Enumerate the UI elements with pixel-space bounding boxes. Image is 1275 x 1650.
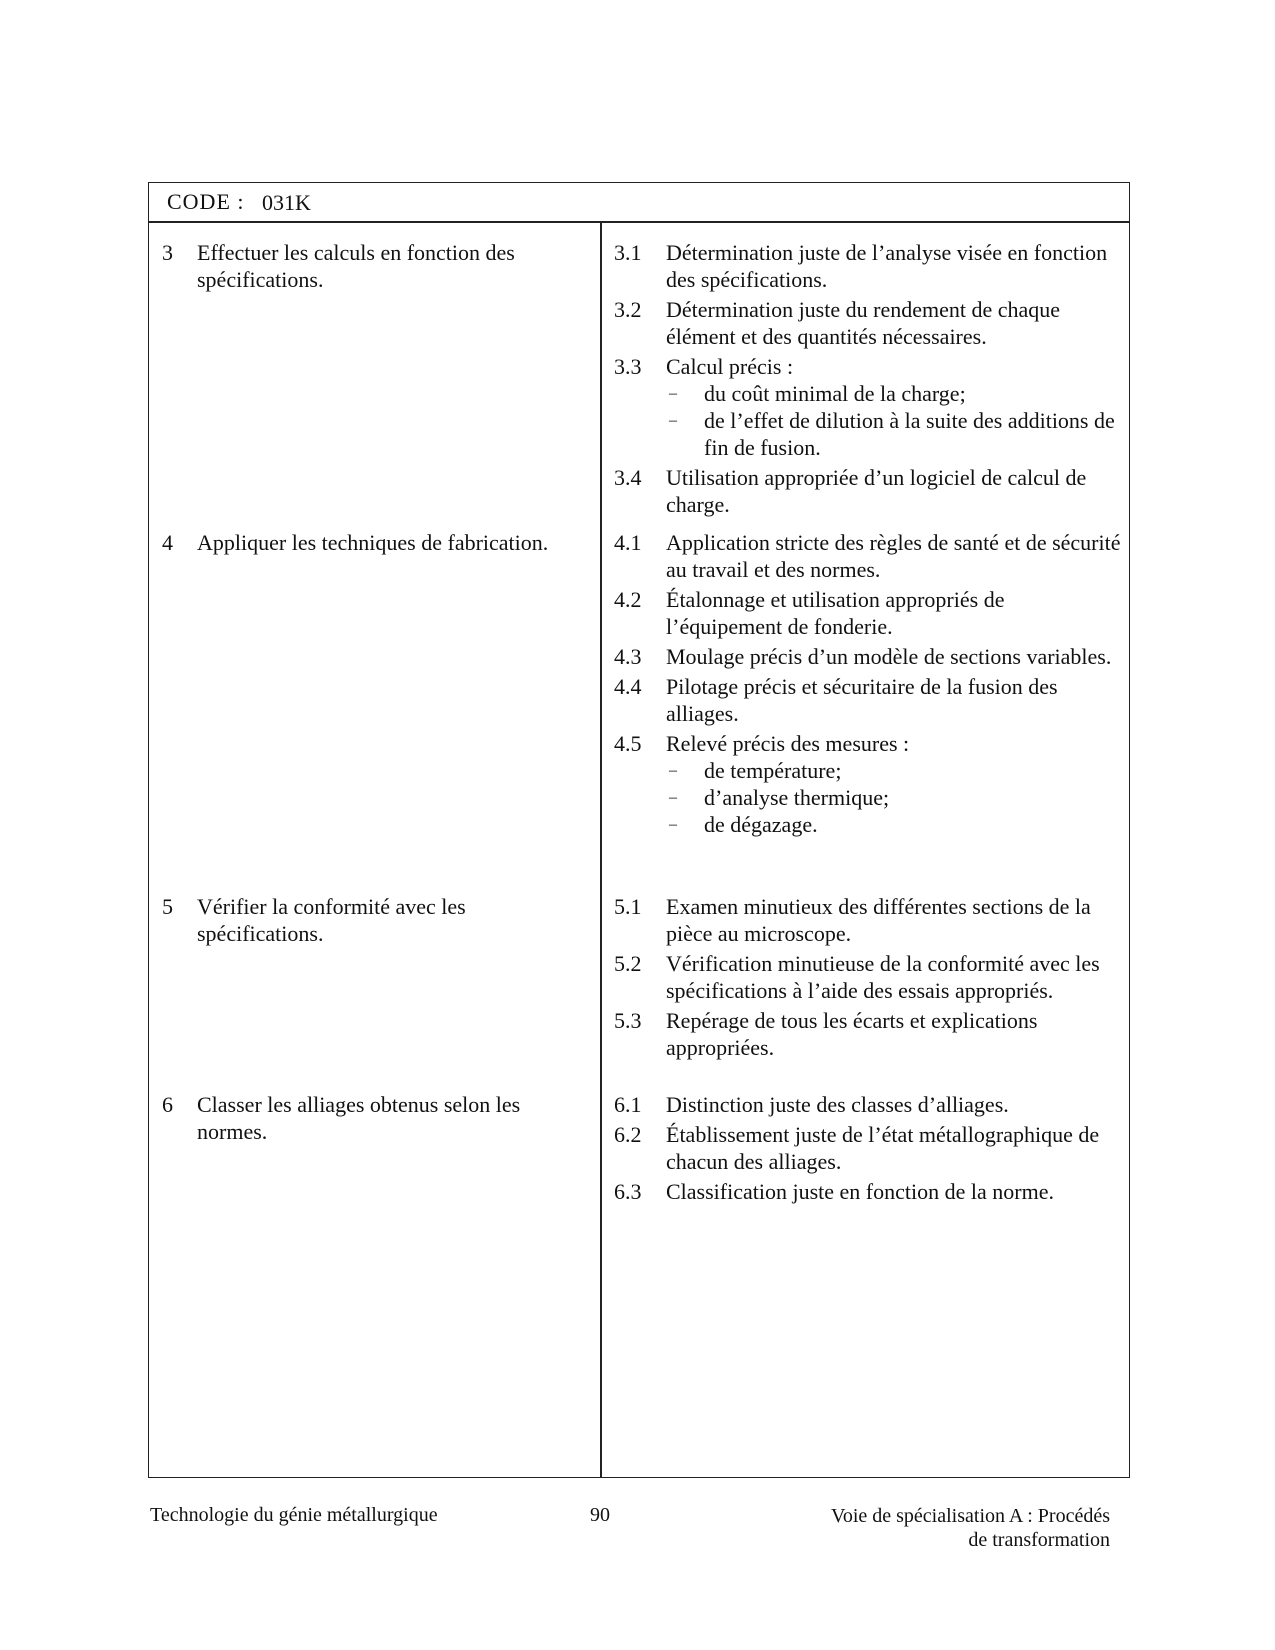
criterion-number: 4.4 [614, 674, 642, 699]
criterion-3-1 [614, 239, 1124, 293]
criterion-6-3 [614, 1178, 1124, 1205]
competence-3 [162, 239, 572, 293]
criterion-3-4 [614, 464, 1124, 518]
sub-item [614, 811, 1124, 838]
code-value: 031K [262, 190, 311, 215]
criterion-number: 3.4 [614, 465, 642, 490]
criterion-number: 4.5 [614, 731, 642, 756]
footer-section-line-1: Voie de spécialisation A : Procédés [830, 1505, 1110, 1527]
criteria-3 [614, 239, 1124, 521]
criterion-text: Moulage précis d’un modèle de sections variables. [666, 644, 1112, 669]
criterion-text: Relevé précis des mesures : [666, 731, 910, 756]
competence-number: 3 [162, 240, 173, 265]
criterion-text: Application stricte des règles de santé et de sécurité au travail et des normes. [666, 530, 1121, 582]
footer-title: Technologie du génie métallurgique [150, 1504, 438, 1526]
criteria-4 [614, 529, 1124, 838]
criterion-4-2 [614, 586, 1124, 640]
sub-item-text: d’analyse thermique; [704, 785, 890, 810]
sub-item [614, 784, 1124, 811]
competence-number: 6 [162, 1092, 173, 1117]
criterion-number: 6.2 [614, 1122, 642, 1147]
sub-item [614, 757, 1124, 784]
criterion-text: Examen minutieux des différentes sections de la pièce au microscope. [666, 894, 1091, 946]
criterion-number: 3.2 [614, 297, 642, 322]
competence-text: Vérifier la conformité avec les spécifications. [197, 894, 466, 946]
criterion-number: 5.1 [614, 894, 642, 919]
competence-6 [162, 1091, 572, 1145]
competence-number: 5 [162, 894, 173, 919]
criterion-6-1 [614, 1091, 1124, 1118]
criterion-number: 4.1 [614, 530, 642, 555]
criterion-4-4 [614, 673, 1124, 727]
criterion-text: Détermination juste de l’analyse visée en fonction des spécifications. [666, 240, 1108, 292]
dash-icon: – [669, 412, 677, 429]
criterion-4-1 [614, 529, 1124, 583]
criterion-4-5 [614, 730, 1124, 757]
competence-text: Appliquer les techniques de fabrication. [197, 530, 549, 555]
sub-item [614, 407, 1124, 461]
criterion-5-3 [614, 1007, 1124, 1061]
criterion-number: 4.2 [614, 587, 642, 612]
competence-text: Classer les alliages obtenus selon les normes. [197, 1092, 521, 1144]
criterion-text: Établissement juste de l’état métallographique de chacun des alliages. [666, 1122, 1100, 1174]
criterion-text: Classification juste en fonction de la norme. [666, 1179, 1054, 1204]
sub-item-text: du coût minimal de la charge; [704, 381, 966, 406]
page-number: 90 [590, 1504, 610, 1526]
criterion-number: 3.1 [614, 240, 642, 265]
criterion-number: 4.3 [614, 644, 642, 669]
column-divider [600, 221, 602, 1477]
criterion-text: Distinction juste des classes d’alliages. [666, 1092, 1009, 1117]
competence-4 [162, 529, 572, 556]
dash-icon: – [669, 385, 677, 402]
criteria-5 [614, 893, 1124, 1064]
dash-icon: – [669, 789, 677, 806]
sub-item-text: de dégazage. [704, 812, 818, 837]
criteria-6 [614, 1091, 1124, 1208]
criterion-text: Utilisation appropriée d’un logiciel de calcul de charge. [666, 465, 1087, 517]
sub-item-text: de l’effet de dilution à la suite des additions de fin de fusion. [704, 408, 1115, 460]
competence-number: 4 [162, 530, 173, 555]
competence-text: Effectuer les calculs en fonction des spécifications. [197, 240, 515, 292]
criterion-number: 5.2 [614, 951, 642, 976]
criterion-number: 6.1 [614, 1092, 642, 1117]
dash-icon: – [669, 816, 677, 833]
criterion-text: Étalonnage et utilisation appropriés de l’équipement de fonderie. [666, 587, 1005, 639]
criterion-5-2 [614, 950, 1124, 1004]
criterion-text: Pilotage précis et sécuritaire de la fusion des alliages. [666, 674, 1058, 726]
footer-section [831, 1504, 1110, 1552]
criterion-5-1 [614, 893, 1124, 947]
dash-icon: – [669, 762, 677, 779]
criterion-text: Calcul précis : [666, 354, 794, 379]
criterion-3-2 [614, 296, 1124, 350]
criterion-text: Vérification minutieuse de la conformité avec les spécifications à l’aide des essais appropriés. [666, 951, 1100, 1003]
criterion-3-3 [614, 353, 1124, 380]
criterion-number: 3.3 [614, 354, 642, 379]
code-label: CODE : [167, 189, 245, 214]
sub-item-text: de température; [704, 758, 842, 783]
criterion-number: 5.3 [614, 1008, 642, 1033]
criterion-6-2 [614, 1121, 1124, 1175]
criterion-text: Détermination juste du rendement de chaque élément et des quantités nécessaires. [666, 297, 1061, 349]
code-header [149, 183, 1129, 223]
footer-section-line-2: de transformation [968, 1529, 1110, 1551]
competence-5 [162, 893, 572, 947]
criterion-number: 6.3 [614, 1179, 642, 1204]
criterion-text: Repérage de tous les écarts et explications appropriées. [666, 1008, 1038, 1060]
competence-table [148, 182, 1130, 1478]
sub-item [614, 380, 1124, 407]
criterion-4-3 [614, 643, 1124, 670]
